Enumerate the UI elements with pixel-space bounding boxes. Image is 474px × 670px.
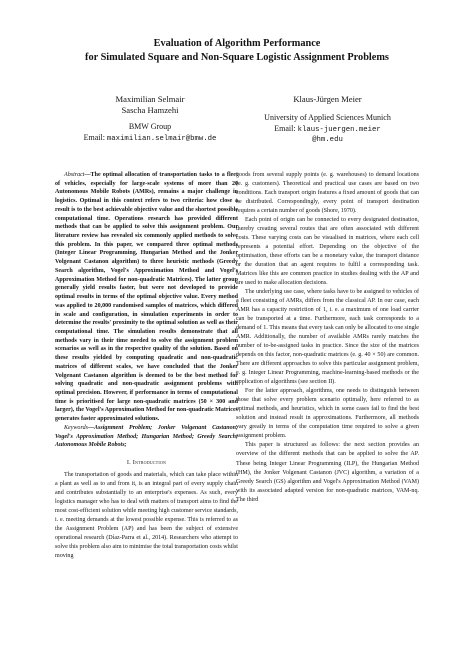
body-paragraph: The underlying use case, where tasks have to be assigned to vehicles of a fleet consisting of AMRs, differs from the classical AP. In our case, each AMR has a capacity restriction of 1, i. e. a maximum of one load carrier can be transported at a time. Furthermore, each task corresponds to a demand of 1. This means that every task can only be allocated to one single AMR. Additionally, the number of available AMRs rarely matches the number of to-be-assigned tasks in practice. Since the size of the matrices depends on this factor, non-quadratic matrices (e. g. 40 × 50) are common. There are different approaches to solve this particular assignment problem, e. g. Integer Linear Programming, machine-learning-based methods or the application of algorithms (see section II).	[236, 289, 419, 386]
paper-title	[40, 37, 434, 64]
author-email-line	[70, 133, 230, 145]
author-affiliation: University of Applied Sciences Munich	[264, 113, 391, 122]
email-label: Email:	[83, 132, 105, 142]
author-affiliation: BMW Group	[128, 122, 172, 131]
keywords	[55, 424, 238, 450]
author-email-line	[245, 124, 410, 136]
author-block-left	[70, 94, 230, 144]
title-line-2: for Simulated Square and Non-Square Logistic Assignment Problems	[85, 51, 389, 63]
author-block-right	[245, 94, 410, 146]
right-column	[236, 171, 419, 505]
keywords-text: —Assignment Problem; Jonker Volgenant Castanon; Vogel's Approximation Method; Hungarian Method; Greedy Search; Autonomous Mobile Robots;	[55, 424, 238, 449]
abstract-text: —The optimal allocation of transportation tasks to a fleet of vehicles, especially for large-scale systems of more than 20 Autonomous Mobile Robots (AMRs), remains a major challenge in logistics. Optimal in this context refers to two criteria: how close a result is to the best achievable objective value and the shortest possible computational time. Operations research has provided different methods that can be applied to solve this assignment problem. Our literature review has revealed six commonly applied methods to solve this problem. In this paper, we compared three optimal methods (Integer Linear Programming, Hungarian Method and the Jonker Volgenant Castanon algorithm) to three heuristic methods (Greedy Search algorithm, Vogel's Approximation Method and Vogel's Approximation Method for non-quadratic Matrices). The latter group generally yield results faster, but were not developed to provide optimal results in terms of the optimal objective value. Every method was applied to 20,000 randomised samples of matrices, which differed in scale and configuration, in simulation experiments in order to determine the results' proximity to the optimal solution as well as their computational time. The simulation results demonstrate that all methods vary in their time needed to solve the assignment problem scenarios as well as in the respective quality of the solution. Based on these results yielded by computing quadratic and non-quadratic matrices of different scales, we have concluded that the Jonker Volgenant Castanon algorithm is deemed to be the best method for solving quadratic and non-quadratic assignment problems with optimal precision. However, if performance in terms of computational time is prioritised for large non-quadratic matrices (50 × 300 and larger), the Vogel's Approximation Method for non-quadratic Matrices generates faster approximated solutions.	[55, 172, 238, 423]
author-email-continued: @hm.edu	[312, 136, 343, 145]
email-label: Email:	[274, 123, 296, 133]
body-paragraph: goods from several supply points (e. g. warehouses) to demand locations (e. g. customers). Theoretical and practical use cases are based on two conditions. Each transport origin features a fixed amount of goods that can be distributed. Correspondingly, every point of transport destination requires a certain number of goods (Shore, 1970).	[236, 172, 419, 215]
abstract	[55, 171, 238, 424]
author-email: maximilian.selmair@bmw.de	[106, 134, 217, 143]
author-name: Sascha Hamzehi	[121, 105, 179, 115]
left-column	[55, 171, 238, 561]
author-name: Klaus-Jürgen Meier	[293, 94, 362, 104]
title-line-1: Evaluation of Algorithm Performance	[153, 38, 321, 49]
body-paragraph: This paper is structured as follows: the next section provides an overview of the different methods that can be applied to solve the AP. These being Integer Linear Programming (ILP), the Hungarian Method (HM), the Jonker Volgenant Castanon (JVC) algorithm, a variation of a Greedy Search (GS) algorithm and Vogel's Approximation Method (VAM) with its associated adapted version for non-quadratic matrices, VAM-nq. The third	[236, 442, 419, 503]
body-paragraph: For the latter approach, algorithms, one needs to distinguish between those that solve every problem scenario optimally, here referred to as optimal methods, and heuristics, which in some cases fail to find the best solution and instead result in approximations. Furthermore, all methods vary greatly in terms of the computation time required to solve a given assignment problem.	[236, 388, 419, 440]
body-paragraph: Each point of origin can be connected to every designated destination, thereby creating several routes that are often associated with different costs. These varying costs can be visualised in matrices, where each cell represents a potential effort. Depending on the objective of the optimisation, these efforts can be a monetary value, the transport distance or the duration that an agent requires to fulfil a corresponding task. Matrices like this are common practice in studies dealing with the AP and are used to make allocation decisions.	[236, 217, 419, 287]
author-name: Maximilian Selmair	[115, 94, 185, 104]
body-paragraph: The transportation of goods and materials, which can take place within a plant as well as to and from it, is an integral part of every supply chain and contributes substantially to an enterprise's expenses. As such, every logistics manager who has to deal with matters of transport aims to find the most cost-efficient solution while meeting high customer service standards, i. e. meeting demands at the lowest possible expense. This is referred to as the Assignment Problem (AP) and has been the subject of extensive operational research (Díaz-Parra et al., 2014). Researchers who attempt to solve this problem also aim to minimise the total transportation costs whilst moving	[55, 472, 238, 560]
abstract-label: Abstract	[64, 172, 85, 178]
author-email: klaus-juergen.meier	[297, 125, 381, 134]
keywords-label: Keywords	[64, 424, 88, 431]
section-heading: I. Introduction	[126, 459, 167, 466]
